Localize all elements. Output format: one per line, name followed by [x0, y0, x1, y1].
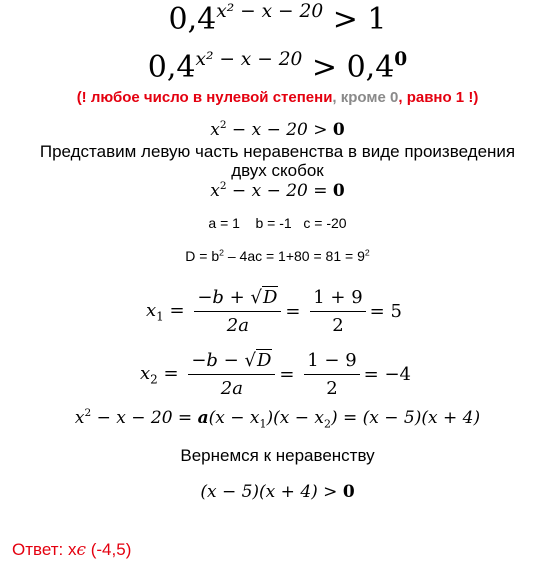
explanation-line-2: двух скобок [231, 161, 324, 180]
zero: 0 [332, 181, 345, 201]
final-inequality: (x − 5)(x + 4) > 0 [200, 482, 355, 502]
answer-var: x [67, 540, 77, 559]
note-comma: , [332, 89, 337, 106]
x1-numeric-fraction: $\frac{1 + 9}{2}$ [310, 287, 365, 336]
discriminant: $D = b^2 - 4ac = 1+80 = 81 = 9^2$ [185, 247, 370, 264]
answer-interval: (-4,5) [86, 540, 132, 559]
base: 0,4 [147, 50, 196, 85]
var-x: x [210, 181, 220, 201]
quadratic-equation: $x^2 - x - 20 = 0$ [210, 180, 345, 201]
root-x1: $x_1$ = $\frac{-b + √D}{2a}$ = $\frac{1 + 9}{2}$ = 5 [146, 287, 402, 336]
note-open: (! любое число в нулевой степени [76, 89, 333, 106]
rest: − x − 20 = [226, 181, 333, 201]
element-of-symbol: ϵ [76, 540, 87, 560]
x2-formula-fraction: $\frac{-b - √D}{2a}$ [188, 350, 275, 399]
rhs: > 1 [323, 2, 387, 37]
zero-power-note [0, 89, 555, 106]
answer [12, 540, 131, 560]
inequality-line-2 [0, 50, 555, 85]
answer-label: Ответ: [12, 540, 68, 559]
return-heading: Вернемся к неравенству [180, 446, 375, 465]
x2-numeric-fraction: $\frac{1 - 9}{2}$ [304, 350, 359, 399]
quadratic-inequality: $x^2 - x - 20 > 0$ [210, 119, 345, 140]
var-x: x [210, 120, 220, 140]
exponent: x² − x − 20 [216, 0, 324, 22]
note-end: , равно 1 !) [398, 89, 479, 106]
factorization: $x^2 - x - 20 = a(x - x_1)(x - x_2) = (x - 5)(x + 4)$ [74, 407, 481, 431]
explanation-line-1: Представим левую часть неравенства в виде произведения [39, 142, 516, 161]
exponent: x² − x − 20 [195, 48, 303, 70]
note-except: кроме 0 [336, 89, 399, 106]
base: 0,4 [168, 2, 217, 37]
exponent-zero: 0 [394, 48, 408, 70]
rhs: > 0,4 [302, 50, 395, 85]
root-x2: $x_2$ = $\frac{-b - √D}{2a}$ = $\frac{1 - 9}{2}$ = −4 [140, 350, 412, 399]
rest: − x − 20 > [226, 120, 333, 140]
inequality-line-1 [0, 2, 555, 37]
x1-formula-fraction: $\frac{-b + √D}{2a}$ [194, 287, 281, 336]
zero: 0 [332, 120, 345, 140]
coefficients: a = 1 b = -1 c = -20 [208, 215, 347, 231]
